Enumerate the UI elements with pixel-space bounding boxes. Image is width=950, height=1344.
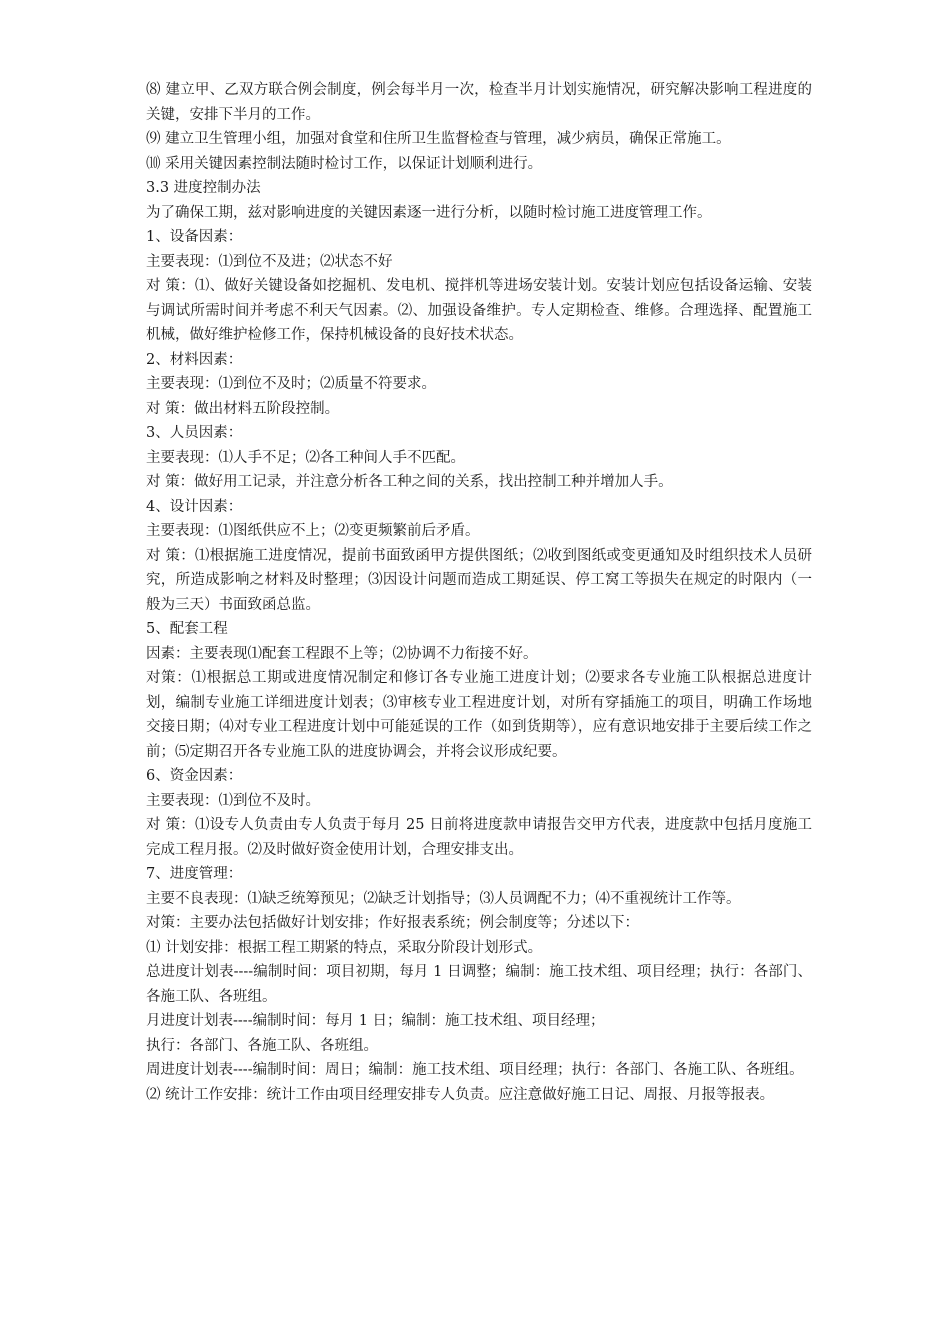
- heading-progress-management: 7、进度管理：: [146, 866, 243, 882]
- weekly-schedule: 周进度计划表----编制时间：周日；编制：施工技术组、项目经理；执行：各部门、各施工队、各班组。: [146, 1062, 804, 1078]
- monthly-schedule-execution: 执行：各部门、各施工队、各班组。: [146, 1037, 378, 1054]
- section-intro: 为了确保工期，兹对影响进度的关键因素逐一进行分析，以随时检讨施工进度管理工作。: [146, 204, 712, 221]
- personnel-countermeasures: 对 策：做好用工记录，并注意分析各工种之间的关系，找出控制工种并增加人手。: [146, 474, 673, 490]
- heading-equipment-factor: 1、设备因素：: [146, 229, 243, 245]
- heading-funding-factor: 6、资金因素：: [146, 768, 243, 784]
- paragraph-item-10: ⑽ 采用关键因素控制法随时检讨工作，以保证计划顺利进行。: [146, 155, 543, 172]
- supporting-works-symptoms: 因素：主要表现⑴配套工程跟不上等；⑵协调不力衔接不好。: [146, 645, 538, 662]
- paragraph-item-9: ⑼ 建立卫生管理小组，加强对食堂和住所卫生监督检查与管理，减少病员，确保正常施工。: [146, 131, 731, 147]
- heading-material-factor: 2、材料因素：: [146, 351, 243, 368]
- section-heading-3-3: 3.3 进度控制办法: [146, 180, 261, 196]
- paragraph-item-8: ⑻ 建立甲、乙双方联合例会制度，例会每半月一次，检查半月计划实施情况，研究解决影响工程进度的关键，安排下半月的工作。: [146, 82, 812, 123]
- design-countermeasures: 对 策：⑴根据施工进度情况，提前书面致函甲方提供图纸；⑵收到图纸或变更通知及时组织技术人员研究，所造成影响之材料及时整理；⑶因设计问题而造成工期延误、停工窝工等损失在规定的时限内（一般为三天）书面致函总监。: [146, 547, 812, 613]
- statistics-arrangement: ⑵ 统计工作安排：统计工作由项目经理安排专人负责。应注意做好施工日记、周报、月报等报表。: [146, 1086, 775, 1103]
- funding-symptoms: 主要表现：⑴到位不及时。: [146, 792, 320, 809]
- plan-arrangement: ⑴ 计划安排：根据工程工期紧的特点，采取分阶段计划形式。: [146, 939, 543, 956]
- material-countermeasures: 对 策：做出材料五阶段控制。: [146, 400, 340, 417]
- heading-design-factor: 4、设计因素：: [146, 498, 243, 515]
- equipment-symptoms: 主要表现：⑴到位不及进；⑵状态不好: [146, 253, 393, 270]
- document-page: [146, 78, 812, 1107]
- monthly-schedule: 月进度计划表----编制时间：每月 1 日；编制：施工技术组、项目经理；: [146, 1013, 605, 1029]
- design-symptoms: 主要表现：⑴图纸供应不上；⑵变更频繁前后矛盾。: [146, 523, 480, 539]
- material-symptoms: 主要表现：⑴到位不及时；⑵质量不符要求。: [146, 376, 436, 392]
- equipment-countermeasures: 对 策：⑴、做好关键设备如挖掘机、发电机、搅拌机等进场安装计划。安装计划应包括设备运输、安装与调试所需时间并考虑不利天气因素。⑵、加强设备维护。专人定期检查、维修。合理选择、配置施工机械，做好维护检修工作，保持机械设备的良好技术状态。: [146, 278, 812, 343]
- progress-management-countermeasures: 对策：主要办法包括做好计划安排；作好报表系统；例会制度等；分述以下：: [146, 915, 639, 931]
- personnel-symptoms: 主要表现：⑴人手不足；⑵各工种间人手不匹配。: [146, 449, 465, 466]
- funding-countermeasures: 对 策：⑴设专人负责由专人负责于每月 25 日前将进度款申请报告交甲方代表，进度款中包括月度施工完成工程月报。⑵及时做好资金使用计划，合理安排支出。: [146, 817, 812, 858]
- supporting-works-countermeasures: 对策：⑴根据总工期或进度情况制定和修订各专业施工进度计划；⑵要求各专业施工队根据总进度计划，编制专业施工详细进度计划表；⑶审核专业工程进度计划，对所有穿插施工的项目，明确工作场地交接日期；⑷对专业工程进度计划中可能延误的工作（如到货期等），应有意识地安排于主要后续工作之前；⑸定期召开各专业施工队的进度协调会，并将会议形成纪要。: [146, 670, 812, 760]
- heading-personnel-factor: 3、人员因素：: [146, 425, 243, 441]
- heading-supporting-works: 5、配套工程: [146, 621, 228, 637]
- master-schedule: 总进度计划表----编制时间：项目初期，每月 1 日调整；编制：施工技术组、项目经理；执行：各部门、各施工队、各班组。: [146, 964, 812, 1005]
- progress-management-symptoms: 主要不良表现：⑴缺乏统筹预见；⑵缺乏计划指导；⑶人员调配不力；⑷不重视统计工作等。: [146, 890, 741, 907]
